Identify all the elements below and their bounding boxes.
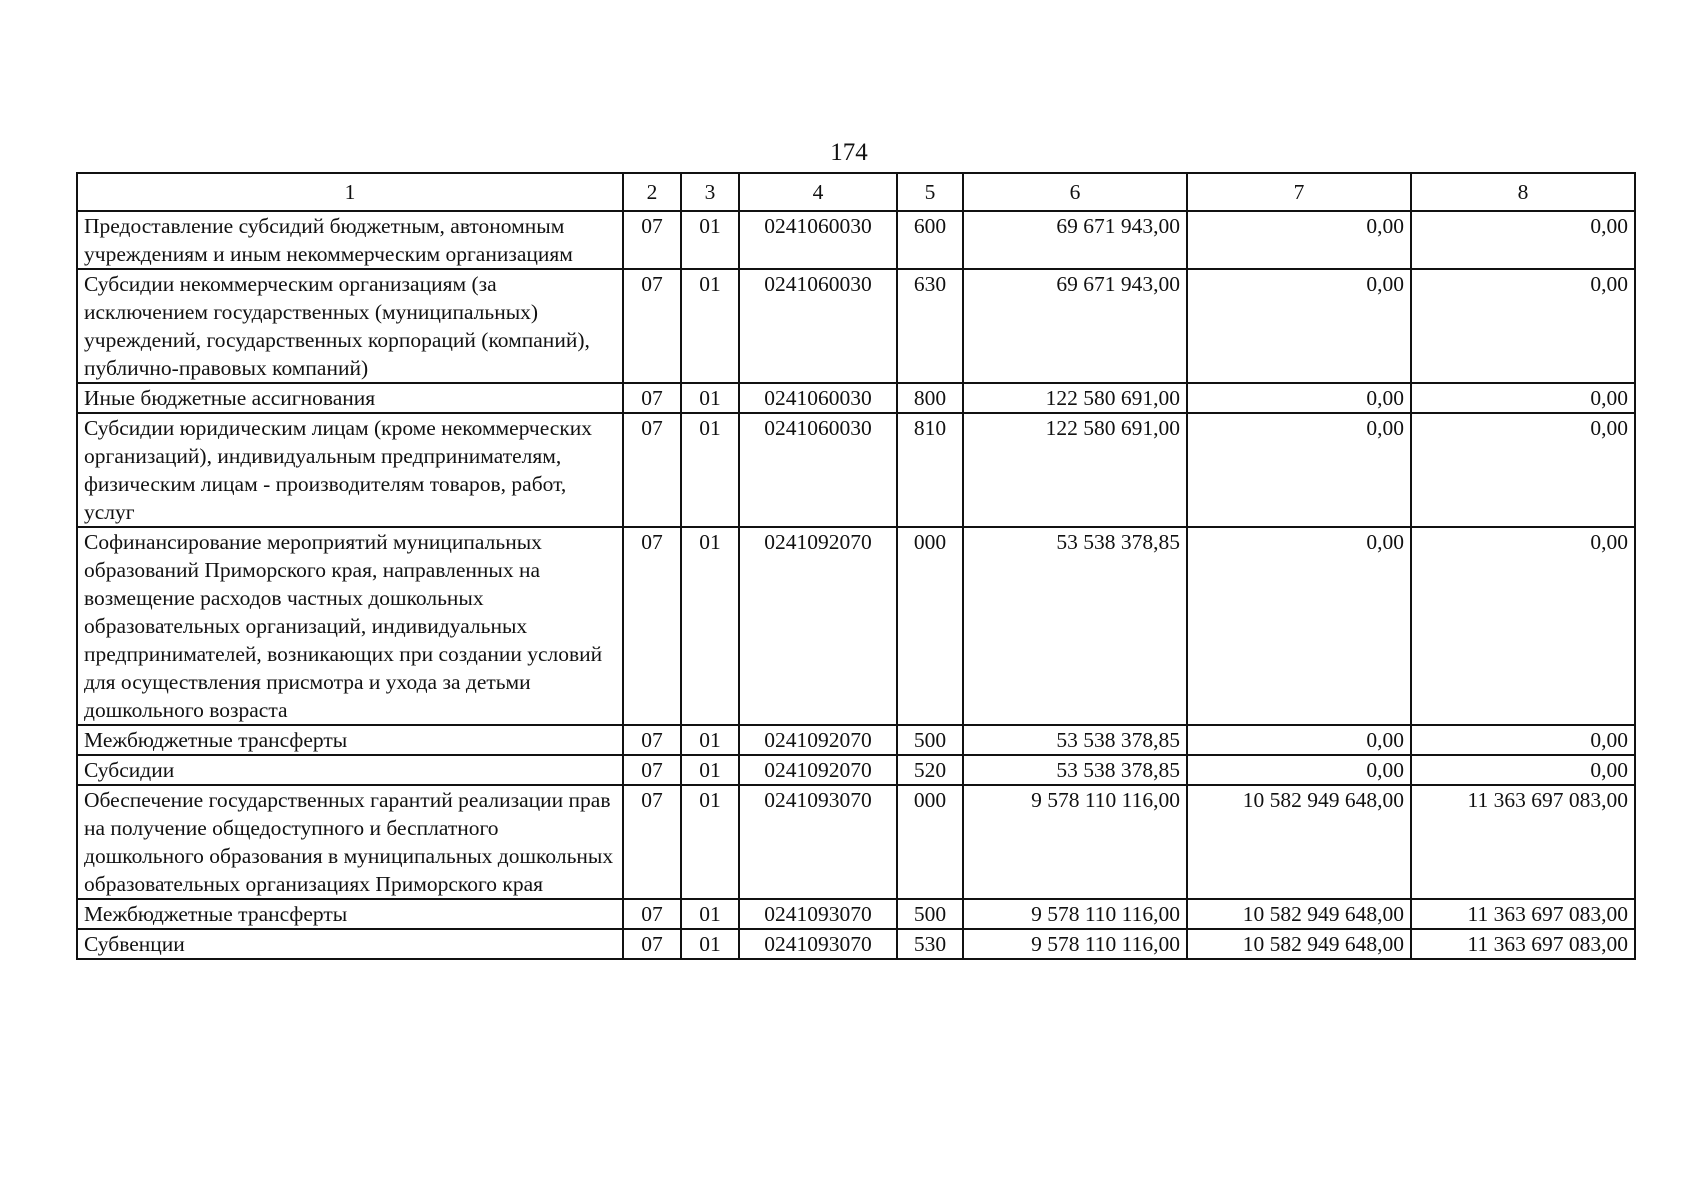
table-row	[77, 785, 1635, 899]
amount-col7: 10 582 949 648,00	[1187, 899, 1411, 929]
amount-col7: 0,00	[1187, 725, 1411, 755]
section-code: 07	[623, 413, 681, 527]
amount-col8: 0,00	[1411, 211, 1635, 269]
amount-col8: 0,00	[1411, 527, 1635, 725]
amount-col8: 0,00	[1411, 383, 1635, 413]
section-code: 07	[623, 755, 681, 785]
expense-type-code: 520	[897, 755, 963, 785]
amount-col8: 11 363 697 083,00	[1411, 929, 1635, 959]
section-code: 07	[623, 211, 681, 269]
item-name: Субвенции	[77, 929, 623, 959]
budget-table	[76, 172, 1636, 960]
target-article-code: 0241092070	[739, 725, 897, 755]
amount-col8: 0,00	[1411, 413, 1635, 527]
amount-col7: 0,00	[1187, 527, 1411, 725]
table-row	[77, 269, 1635, 383]
item-name: Субсидии	[77, 755, 623, 785]
amount-col7: 0,00	[1187, 211, 1411, 269]
expense-type-code: 000	[897, 785, 963, 899]
table-row	[77, 413, 1635, 527]
page-number: 174	[830, 139, 868, 166]
table-row	[77, 527, 1635, 725]
table-row	[77, 929, 1635, 959]
amount-col6: 122 580 691,00	[963, 383, 1187, 413]
section-code: 07	[623, 899, 681, 929]
expense-type-code: 000	[897, 527, 963, 725]
subsection-code: 01	[681, 383, 739, 413]
amount-col6: 69 671 943,00	[963, 211, 1187, 269]
header-cell: 3	[681, 173, 739, 211]
subsection-code: 01	[681, 929, 739, 959]
target-article-code: 0241093070	[739, 929, 897, 959]
item-name: Субсидии некоммерческим организациям (за исключением государственных (муниципальных) учреждений, государственных корпораций (компаний), публично-правовых компаний)	[77, 269, 623, 383]
item-name: Субсидии юридическим лицам (кроме некоммерческих организаций), индивидуальным предпринимателям, физическим лицам - производителям товаров, работ, услуг	[77, 413, 623, 527]
subsection-code: 01	[681, 785, 739, 899]
amount-col7: 0,00	[1187, 755, 1411, 785]
target-article-code: 0241092070	[739, 527, 897, 725]
section-code: 07	[623, 383, 681, 413]
target-article-code: 0241060030	[739, 413, 897, 527]
section-code: 07	[623, 929, 681, 959]
header-cell: 5	[897, 173, 963, 211]
expense-type-code: 500	[897, 725, 963, 755]
item-name: Софинансирование мероприятий муниципальных образований Приморского края, направленных на возмещение расходов частных дошкольных образовательных организаций, индивидуальных предпринимателей, возникающих при создании условий для осуществления присмотра и ухода за детьми дошкольного возраста	[77, 527, 623, 725]
item-name: Предоставление субсидий бюджетным, автономным учреждениям и иным некоммерческим организациям	[77, 211, 623, 269]
header-cell: 8	[1411, 173, 1635, 211]
amount-col7: 0,00	[1187, 413, 1411, 527]
amount-col6: 53 538 378,85	[963, 755, 1187, 785]
table-row	[77, 383, 1635, 413]
amount-col8: 11 363 697 083,00	[1411, 899, 1635, 929]
target-article-code: 0241060030	[739, 383, 897, 413]
amount-col6: 9 578 110 116,00	[963, 899, 1187, 929]
amount-col8: 0,00	[1411, 755, 1635, 785]
header-cell: 1	[77, 173, 623, 211]
item-name: Обеспечение государственных гарантий реализации прав на получение общедоступного и бесплатного дошкольного образования в муниципальных дошкольных образовательных организациях Приморского края	[77, 785, 623, 899]
table-row	[77, 725, 1635, 755]
item-name: Межбюджетные трансферты	[77, 899, 623, 929]
header-cell: 4	[739, 173, 897, 211]
subsection-code: 01	[681, 413, 739, 527]
subsection-code: 01	[681, 725, 739, 755]
item-name: Межбюджетные трансферты	[77, 725, 623, 755]
expense-type-code: 530	[897, 929, 963, 959]
amount-col8: 11 363 697 083,00	[1411, 785, 1635, 899]
header-cell: 6	[963, 173, 1187, 211]
header-cell: 7	[1187, 173, 1411, 211]
amount-col7: 10 582 949 648,00	[1187, 929, 1411, 959]
section-code: 07	[623, 785, 681, 899]
target-article-code: 0241092070	[739, 755, 897, 785]
header-row	[77, 173, 1635, 211]
header-cell: 2	[623, 173, 681, 211]
subsection-code: 01	[681, 527, 739, 725]
section-code: 07	[623, 725, 681, 755]
expense-type-code: 810	[897, 413, 963, 527]
table-row	[77, 899, 1635, 929]
amount-col7: 0,00	[1187, 269, 1411, 383]
table-row	[77, 211, 1635, 269]
subsection-code: 01	[681, 211, 739, 269]
amount-col6: 53 538 378,85	[963, 725, 1187, 755]
amount-col8: 0,00	[1411, 269, 1635, 383]
target-article-code: 0241060030	[739, 211, 897, 269]
amount-col6: 53 538 378,85	[963, 527, 1187, 725]
target-article-code: 0241060030	[739, 269, 897, 383]
item-name: Иные бюджетные ассигнования	[77, 383, 623, 413]
amount-col6: 9 578 110 116,00	[963, 785, 1187, 899]
subsection-code: 01	[681, 755, 739, 785]
expense-type-code: 500	[897, 899, 963, 929]
expense-type-code: 630	[897, 269, 963, 383]
amount-col7: 10 582 949 648,00	[1187, 785, 1411, 899]
amount-col6: 9 578 110 116,00	[963, 929, 1187, 959]
target-article-code: 0241093070	[739, 899, 897, 929]
expense-type-code: 600	[897, 211, 963, 269]
table-row	[77, 755, 1635, 785]
section-code: 07	[623, 527, 681, 725]
expense-type-code: 800	[897, 383, 963, 413]
subsection-code: 01	[681, 269, 739, 383]
amount-col6: 122 580 691,00	[963, 413, 1187, 527]
target-article-code: 0241093070	[739, 785, 897, 899]
amount-col7: 0,00	[1187, 383, 1411, 413]
amount-col6: 69 671 943,00	[963, 269, 1187, 383]
section-code: 07	[623, 269, 681, 383]
subsection-code: 01	[681, 899, 739, 929]
amount-col8: 0,00	[1411, 725, 1635, 755]
